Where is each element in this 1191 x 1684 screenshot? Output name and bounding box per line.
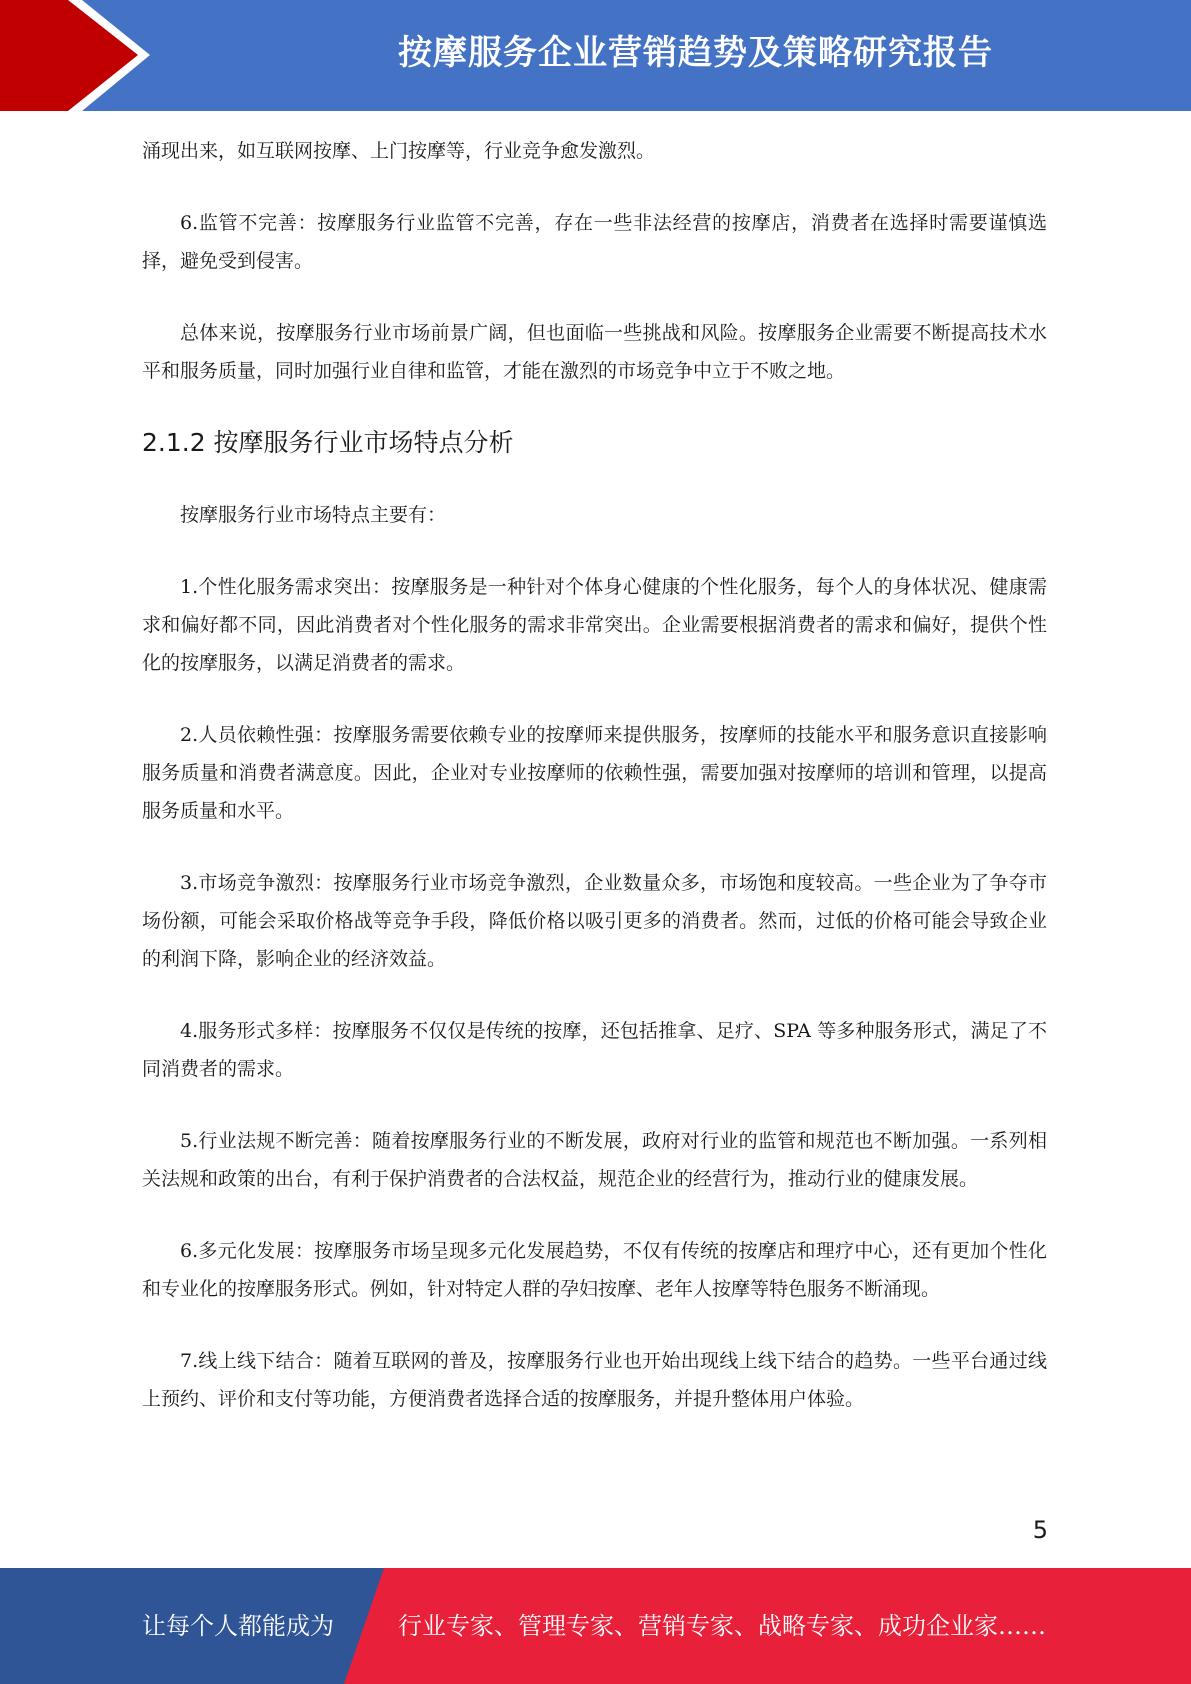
list-item: 6.多元化发展：按摩服务市场呈现多元化发展趋势，不仅有传统的按摩店和理疗中心，还有更加个性化和专业化的按摩服务形式。例如，针对特定人群的孕妇按摩、老年人按摩等特色服务不断涌现。 bbox=[142, 1240, 1047, 1300]
list-item: 3.市场竞争激烈：按摩服务行业市场竞争激烈，企业数量众多，市场饱和度较高。一些企业为了争夺市场份额，可能会采取价格战等竞争手段，降低价格以吸引更多的消费者。然而，过低的价格可能会导致企业的利润下降，影响企业的经济效益。 bbox=[142, 872, 1047, 970]
footer-banner bbox=[0, 1568, 1191, 1684]
section-intro: 按摩服务行业市场特点主要有： bbox=[180, 504, 447, 526]
paragraph-summary: 总体来说，按摩服务行业市场前景广阔，但也面临一些挑战和风险。按摩服务企业需要不断提高技术水平和服务质量，同时加强行业自律和监管，才能在激烈的市场竞争中立于不败之地。 bbox=[142, 322, 1047, 382]
header-banner bbox=[0, 0, 1191, 111]
list-item: 4.服务形式多样：按摩服务不仅仅是传统的按摩，还包括推拿、足疗、SPA 等多种服务形式，满足了不同消费者的需求。 bbox=[142, 1020, 1047, 1080]
page-number: 5 bbox=[1032, 1516, 1048, 1544]
header-title: 按摩服务企业营销趋势及策略研究报告 bbox=[398, 33, 993, 73]
list-item: 1.个性化服务需求突出：按摩服务是一种针对个体身心健康的个性化服务，每个人的身体状况、健康需求和偏好都不同，因此消费者对个性化服务的需求非常突出。企业需要根据消费者的需求和偏好，提供个性化的按摩服务，以满足消费者的需求。 bbox=[142, 576, 1047, 674]
paragraph-regulation: 6.监管不完善：按摩服务行业监管不完善，存在一些非法经营的按摩店，消费者在选择时需要谨慎选择，避免受到侵害。 bbox=[142, 212, 1047, 272]
section-heading: 2.1.2 按摩服务行业市场特点分析 bbox=[142, 428, 514, 457]
list-item: 5.行业法规不断完善：随着按摩服务行业的不断发展，政府对行业的监管和规范也不断加强。一系列相关法规和政策的出台，有利于保护消费者的合法权益，规范企业的经营行为，推动行业的健康发展。 bbox=[142, 1130, 1047, 1190]
list-item: 7.线上线下结合：随着互联网的普及，按摩服务行业也开始出现线上线下结合的趋势。一些平台通过线上预约、评价和支付等功能，方便消费者选择合适的按摩服务，并提升整体用户体验。 bbox=[142, 1350, 1047, 1410]
footer-slogan-right: 行业专家、管理专家、营销专家、战略专家、成功企业家…… bbox=[398, 1612, 1046, 1640]
list-item: 2.人员依赖性强：按摩服务需要依赖专业的按摩师来提供服务，按摩师的技能水平和服务意识直接影响服务质量和消费者满意度。因此，企业对专业按摩师的依赖性强，需要加强对按摩师的培训和管理，以提高服务质量和水平。 bbox=[142, 724, 1047, 822]
paragraph-continuation: 涌现出来，如互联网按摩、上门按摩等，行业竞争愈发激烈。 bbox=[142, 140, 656, 162]
footer-slogan-left: 让每个人都能成为 bbox=[142, 1612, 334, 1640]
document-body bbox=[142, 132, 1047, 1452]
